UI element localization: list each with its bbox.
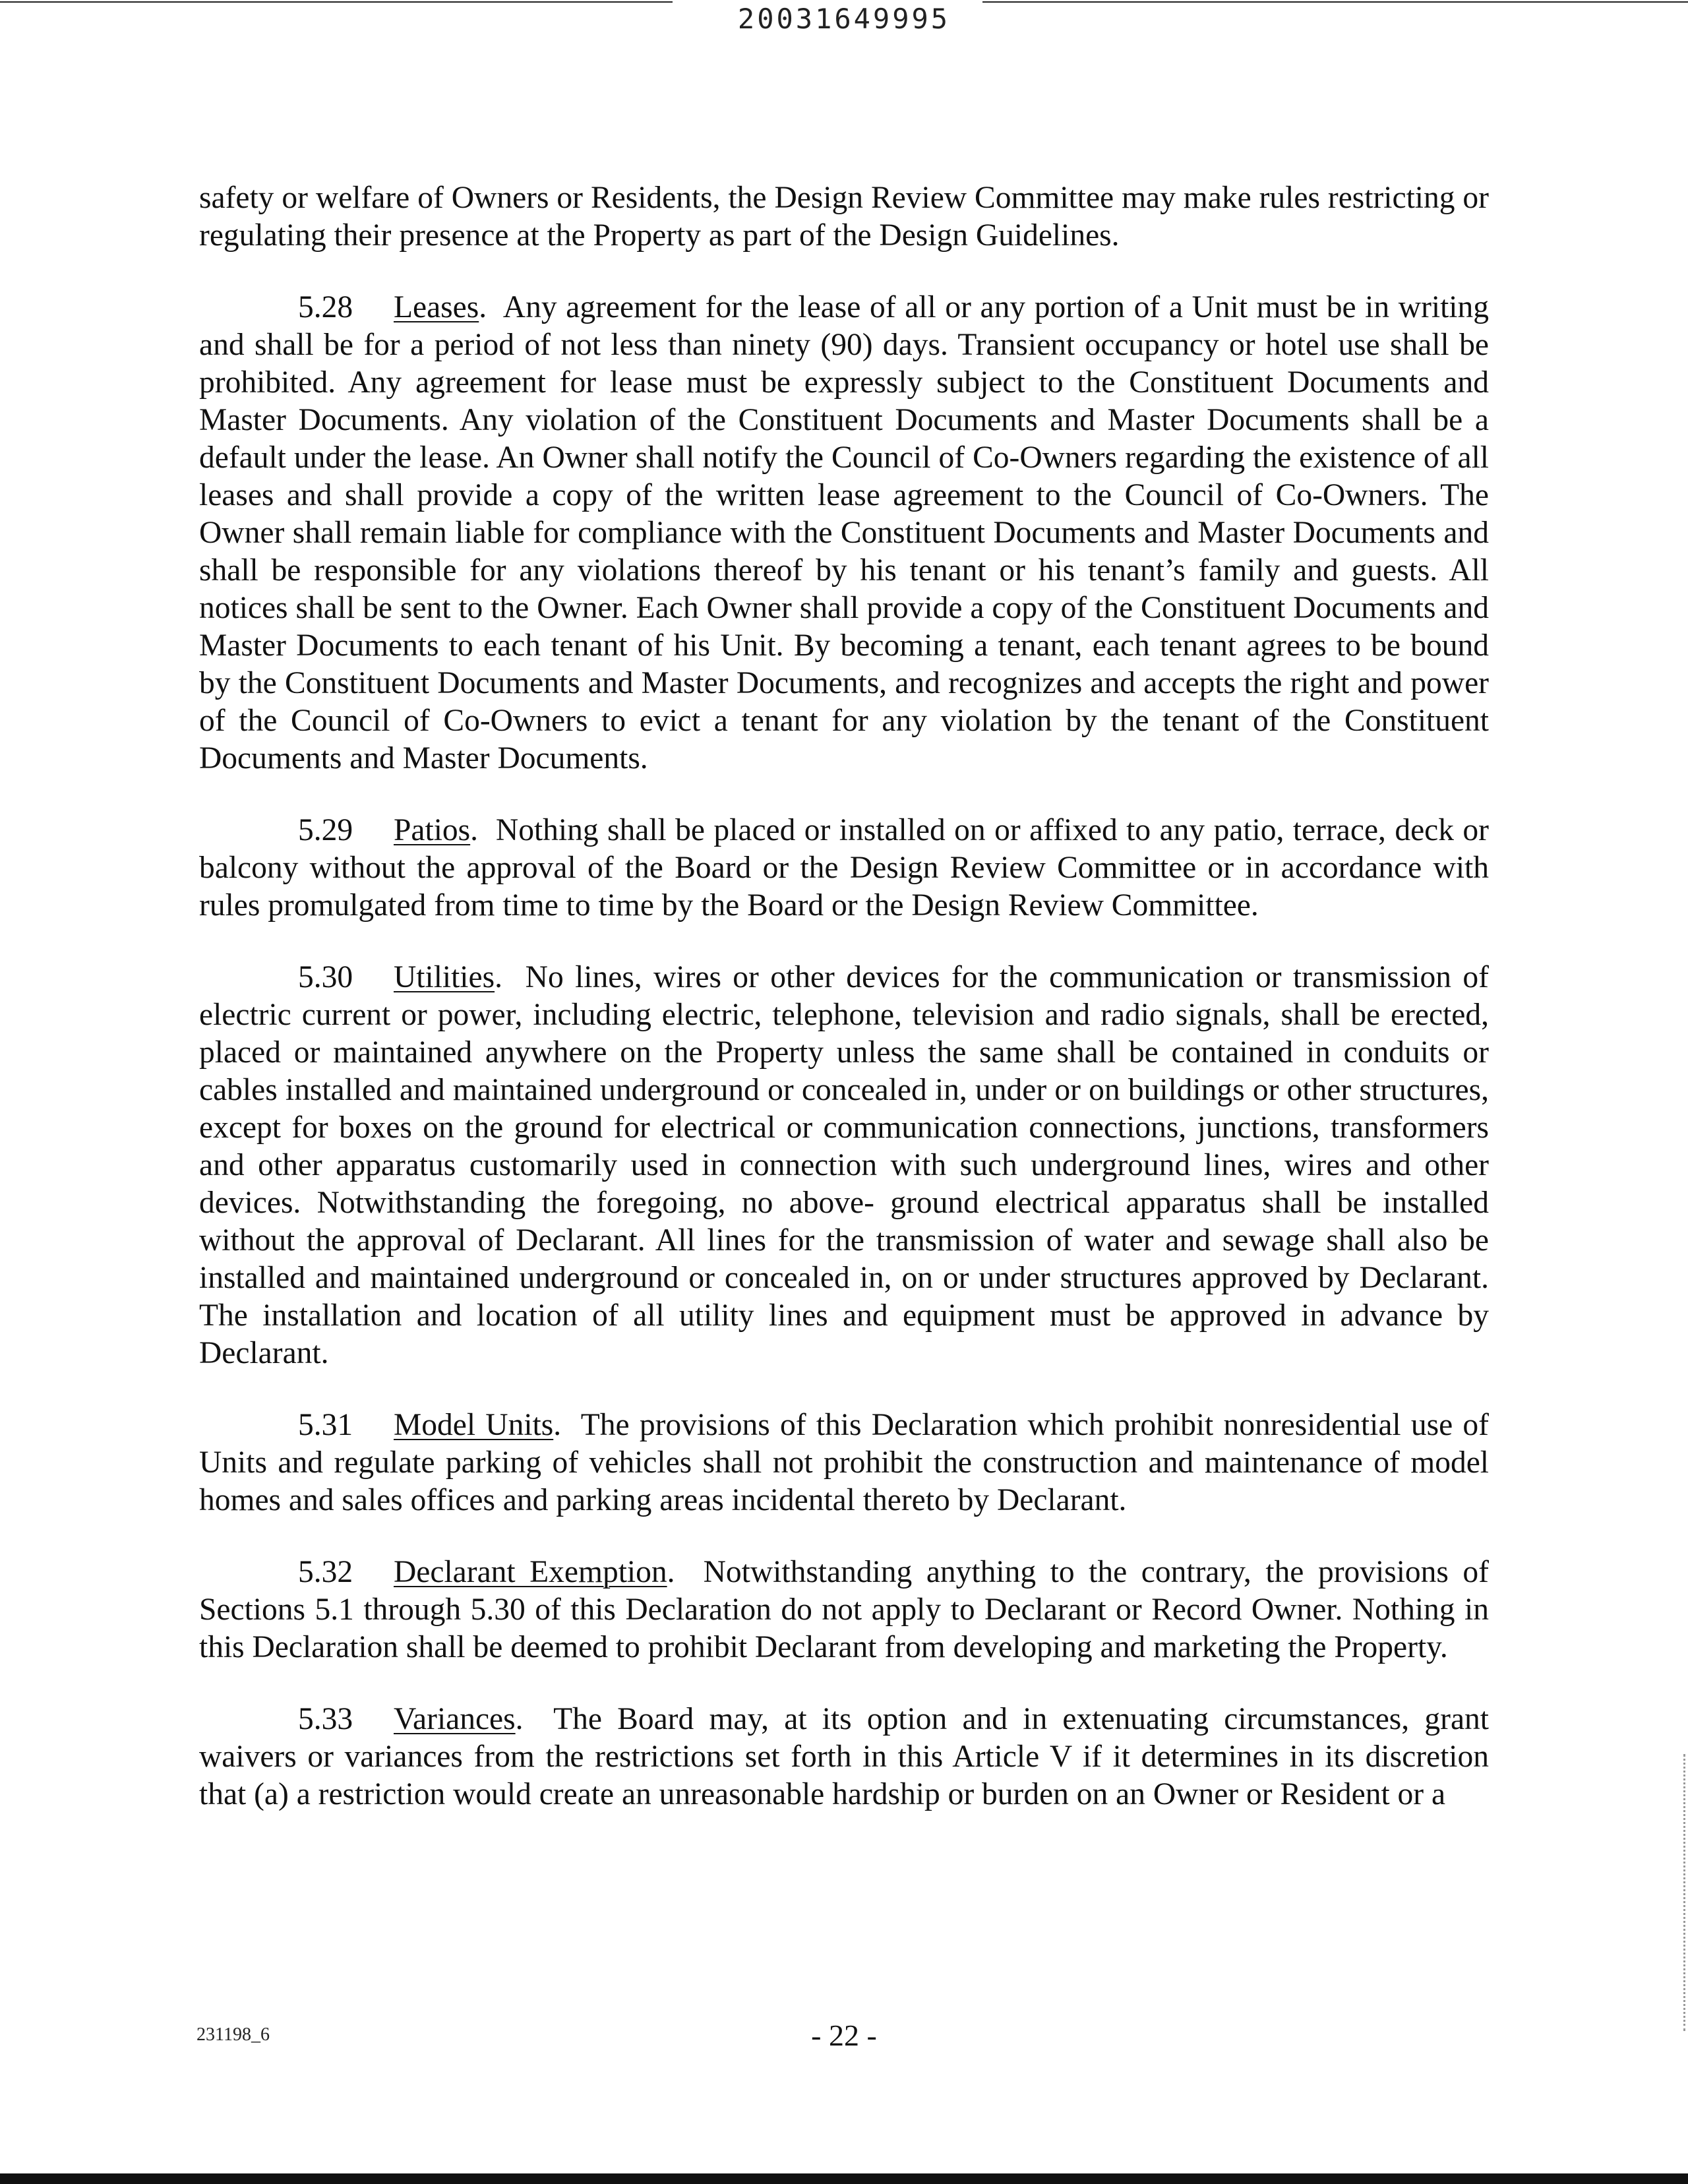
document-body — [199, 179, 1489, 1848]
section-number: 5.30 — [298, 960, 353, 994]
section-5-31: 5.31 Model Units. The provisions of this Declaration which prohibit nonresidential use of Units and regulate parking of vehicles shall not prohibit the construction and maintenance of model homes and sales offices and parking areas incidental thereto by Declarant. — [199, 1408, 1489, 1517]
section-text: The provisions of this Declaration which prohibit nonresidential use of Units and regulate parking of vehicles shall not prohibit the construction and maintenance of model homes and sales offices and parking areas incidental thereto by Declarant. — [199, 1408, 1489, 1517]
section-number: 5.31 — [298, 1408, 353, 1442]
page-number: - 22 - — [811, 2018, 877, 2052]
section-number: 5.33 — [298, 1702, 353, 1736]
section-number: 5.29 — [298, 813, 353, 847]
section-5-32: 5.32 Declarant Exemption. Notwithstanding anything to the contrary, the provisions of Sections 5.1 through 5.30 of this Declaration do not apply to Declarant or Record Owner. Nothing in this Declaration shall be deemed to prohibit Declarant from developing and marketing the Property. — [199, 1555, 1490, 1664]
footer-doc-code: 231198_6 — [196, 2024, 270, 2045]
section-number: 5.32 — [298, 1555, 353, 1589]
section-text: Any agreement for the lease of all or any portion of a Unit must be in writing and shall be for a period of not less than ninety (90) days. Transient occupancy or hotel use shall be prohibited. Any agreement for lease must be expressly subject to the Constituent Documents and Master Documents. Any violation of the Constituent Documents and Master Documents shall be a default under the lease. An Owner shall notify the Council of Co-Owners regarding the existence of all leases and shall provide a copy of the written lease agreement to the Council of Co-Owners. The Owner shall remain liable for compliance with the Constituent Documents and Master Documents and shall be responsible for any violations thereof by his tenant or his tenant’s family and guests. All notices shall be sent to the Owner. Each Owner shall provide a copy of the Constituent Documents and Master Documents to each tenant of his Unit. By becoming a tenant, each tenant agrees to be bound by the Constituent Documents and Master Documents, and recognizes and accepts the right and power of the Council of Co-Owners to evict a tenant for any violation by the tenant of the Constituent Documents and Master Documents. — [199, 290, 1489, 775]
section-heading: Patios — [394, 813, 471, 847]
section-text: The Board may, at its option and in extenuating circumstances, grant waivers or variances from the restrictions set forth in this Article V if it determines in its discretion that (a) a restriction would create an unreasonable hardship or burden on an Owner or Resident or a — [199, 1702, 1489, 1811]
section-heading: Leases — [394, 290, 479, 324]
scan-edge-artifact — [1681, 1754, 1685, 2031]
paragraph-continuation — [199, 179, 1489, 255]
section-text: Notwithstanding anything to the contrary, the provisions of Sections 5.1 through 5.30 of this Declaration do not apply to Declarant or Record Owner. Nothing in this Declaration shall be deemed to prohibit Declarant from developing and marketing the Property. — [199, 1555, 1490, 1664]
section-text: No lines, wires or other devices for the communication or transmission of electric current or power, including electric, telephone, television and radio signals, shall be erected, placed or maintained anywhere on the Property unless the same shall be contained in conduits or cables installed and maintained underground or concealed in, under or on buildings or other structures, except for boxes on the ground for electrical or communication connections, junctions, transformers and other apparatus customarily used in connection with such underground lines, wires and other devices. Notwithstanding the foregoing, no above- ground electrical apparatus shall be installed without the approval of Declarant. All lines for the transmission of water and sewage shall also be installed and maintained underground or concealed in, on or under structures approved by Declarant. The installation and location of all utility lines and equipment must be approved in advance by Declarant. — [199, 960, 1489, 1370]
section-number: 5.28 — [298, 290, 353, 324]
section-text: Nothing shall be placed or installed on or affixed to any patio, terrace, deck or balcony without the approval of the Board or the Design Review Committee or in accordance with rules promulgated from time to time by the Board or the Design Review Committee. — [199, 813, 1490, 923]
paragraph-text: safety or welfare of Owners or Residents, the Design Review Committee may make rules restricting or regulating their presence at the Property as part of the Design Guidelines. — [199, 181, 1489, 253]
bottom-scan-border — [0, 2173, 1688, 2184]
section-5-29: 5.29 Patios. Nothing shall be placed or installed on or affixed to any patio, terrace, deck or balcony without the approval of the Board or the Design Review Committee or in accordance with rules promulgated from time to time by the Board or the Design Review Committee. — [199, 813, 1490, 923]
section-heading: Utilities — [394, 960, 495, 994]
section-5-30: 5.30 Utilities. No lines, wires or other devices for the communication or transmission of electric current or power, including electric, telephone, television and radio signals, shall be erected, placed or maintained anywhere on the Property unless the same shall be contained in conduits or cables installed and maintained underground or concealed in, under or on buildings or other structures, except for boxes on the ground for electrical or communication connections, junctions, transformers and other apparatus customarily used in connection with such underground lines, wires and other devices. Notwithstanding the foregoing, no above- ground electrical apparatus shall be installed without the approval of Declarant. All lines for the transmission of water and sewage shall also be installed and maintained underground or concealed in, on or under structures approved by Declarant. The installation and location of all utility lines and equipment must be approved in advance by Declarant. — [199, 960, 1489, 1370]
section-5-28: 5.28 Leases. Any agreement for the lease of all or any portion of a Unit must be in writing and shall be for a period of not less than ninety (90) days. Transient occupancy or hotel use shall be prohibited. Any agreement for lease must be expressly subject to the Constituent Documents and Master Documents. Any violation of the Constituent Documents and Master Documents shall be a default under the lease. An Owner shall notify the Council of Co-Owners regarding the existence of all leases and shall provide a copy of the written lease agreement to the Council of Co-Owners. The Owner shall remain liable for compliance with the Constituent Documents and Master Documents and shall be responsible for any violations thereof by his tenant or his tenant’s family and guests. All notices shall be sent to the Owner. Each Owner shall provide a copy of the Constituent Documents and Master Documents to each tenant of his Unit. By becoming a tenant, each tenant agrees to be bound by the Constituent Documents and Master Documents, and recognizes and accepts the right and power of the Council of Co-Owners to evict a tenant for any violation by the tenant of the Constituent Documents and Master Documents. — [199, 290, 1489, 775]
section-5-33: 5.33 Variances. The Board may, at its option and in extenuating circumstances, grant waivers or variances from the restrictions set forth in this Article V if it determines in its discretion that (a) a restriction would create an unreasonable hardship or burden on an Owner or Resident or a — [199, 1702, 1489, 1811]
section-heading: Declarant Exemption — [394, 1555, 667, 1589]
section-heading: Model Units — [394, 1408, 554, 1442]
document-id: 20031649995 — [737, 3, 951, 35]
section-heading: Variances — [394, 1702, 516, 1736]
